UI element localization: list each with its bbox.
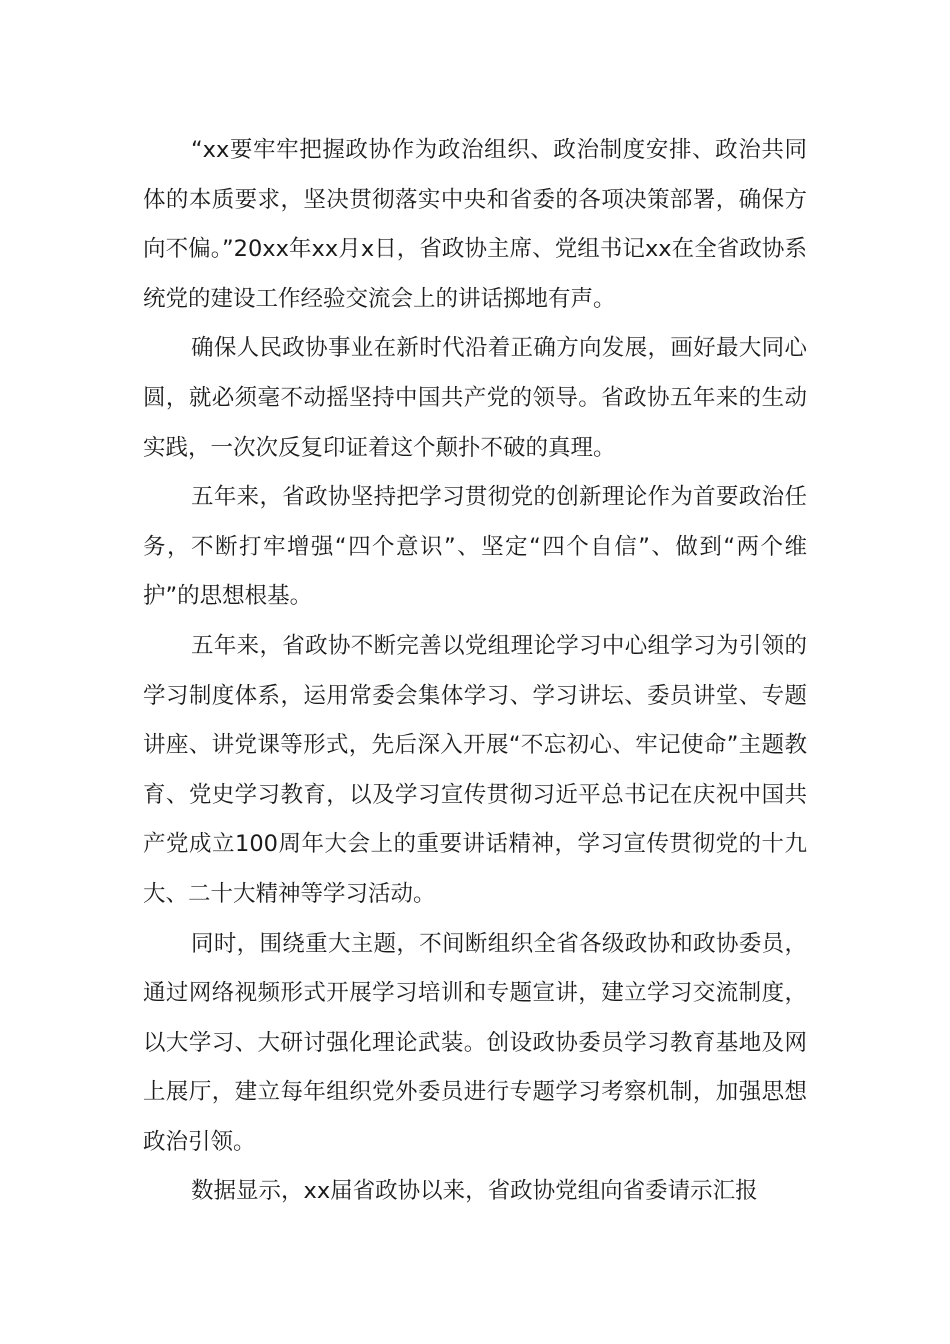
paragraph-3: 五年来，省政协坚持把学习贯彻党的创新理论作为首要政治任务，不断打牢增强“四个意识”、坚定“四个自信”、做到“两个维护”的思想根基。 — [143, 484, 807, 610]
paragraph-4: 五年来，省政协不断完善以党组理论学习中心组学习为引领的学习制度体系，运用常委会集体学习、学习讲坛、委员讲堂、专题讲座、讲党课等形式，先后深入开展“不忘初心、牢记使命”主题教育、党史学习教育，以及学习宣传贯彻习近平总书记在庆祝中国共产党成立100周年大会上的重要讲话精神，学习宣传贯彻党的十九大、二十大精神等学习活动。 — [143, 632, 807, 907]
paragraph-5: 同时，围绕重大主题，不间断组织全省各级政协和政协委员，通过网络视频形式开展学习培训和专题宣讲，建立学习交流制度，以大学习、大研讨强化理论武装。创设政协委员学习教育基地及网上展厅，建立每年组织党外委员进行专题学习考察机制，加强思想政治引领。 — [143, 930, 807, 1155]
paragraph-1: “xx要牢牢把握政协作为政治组织、政治制度安排、政治共同体的本质要求，坚决贯彻落实中央和省委的各项决策部署，确保方向不偏。”20xx年xx月x日，省政协主席、党组书记xx在全省政协系统党的建设工作经验交流会上的讲话掷地有声。 — [143, 137, 807, 312]
paragraph-2: 确保人民政协事业在新时代沿着正确方向发展，画好最大同心圆，就必须毫不动摇坚持中国共产党的领导。省政协五年来的生动实践，一次次反复印证着这个颠扑不破的真理。 — [143, 335, 807, 461]
paragraph-6: 数据显示，xx届省政协以来，省政协党组向省委请示汇报 — [191, 1178, 758, 1205]
document-body — [143, 126, 807, 1217]
